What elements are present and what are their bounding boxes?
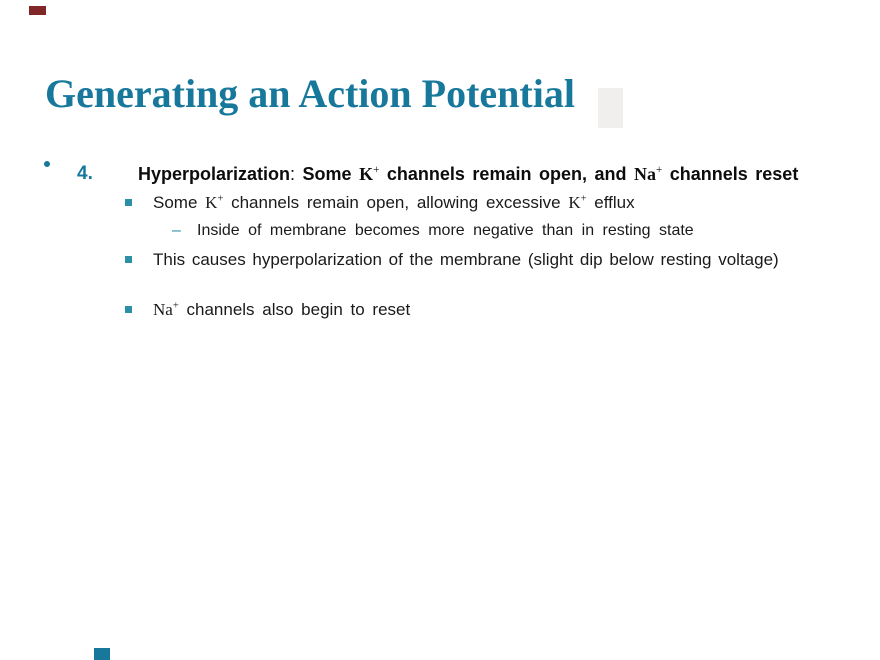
point-part-a: Some [302,164,360,184]
sodium-symbol: Na [633,164,656,184]
bottom-left-accent-mark [94,648,110,660]
bullet-part-b: channels remain open, allowing excessive [223,193,569,212]
bullet-item-hyperpolarization-dip [125,249,805,271]
bullet-part-c: efflux [586,193,635,212]
point-number: 4. [77,163,93,184]
point-part-c: channels reset [662,164,799,184]
bullet-part-a: Some [153,193,206,212]
bullet-part-a: channels also begin to reset [178,300,411,319]
potassium-symbol: K [568,193,581,212]
potassium-symbol: K [205,193,218,212]
point-text [138,163,838,185]
title-gray-artifact-box [598,88,623,128]
bullet-item-k-efflux [125,192,845,214]
bullet-item-na-reset [125,299,725,321]
bullet-dot-icon [44,161,50,167]
plus-superscript: + [580,193,587,205]
point-lead: Hyperpolarization [138,164,291,184]
sodium-symbol: Na [153,300,173,319]
slide-title: Generating an Action Potential [45,71,575,116]
square-bullet-icon [125,299,153,313]
plus-superscript: + [655,164,663,176]
sub-bullet-text: Inside of membrane becomes more negative than in resting state [197,222,694,239]
top-left-accent-mark [29,6,46,15]
potassium-symbol: K [359,164,374,184]
bullet-text [153,299,410,321]
sub-bullet-item-membrane-negative [172,220,872,241]
numbered-point [77,163,832,185]
square-bullet-icon [125,249,153,263]
point-part-b: channels remain open, and [379,164,634,184]
plus-superscript: + [217,193,224,205]
plus-superscript: + [172,300,179,312]
point-colon: : [290,164,303,184]
dash-bullet-icon: – [172,222,181,239]
bullet-text [153,192,635,214]
square-bullet-icon [125,192,153,206]
bullet-text: This causes hyperpolarization of the membrane (slight dip below resting voltage) [153,250,779,269]
plus-superscript: + [373,164,380,176]
